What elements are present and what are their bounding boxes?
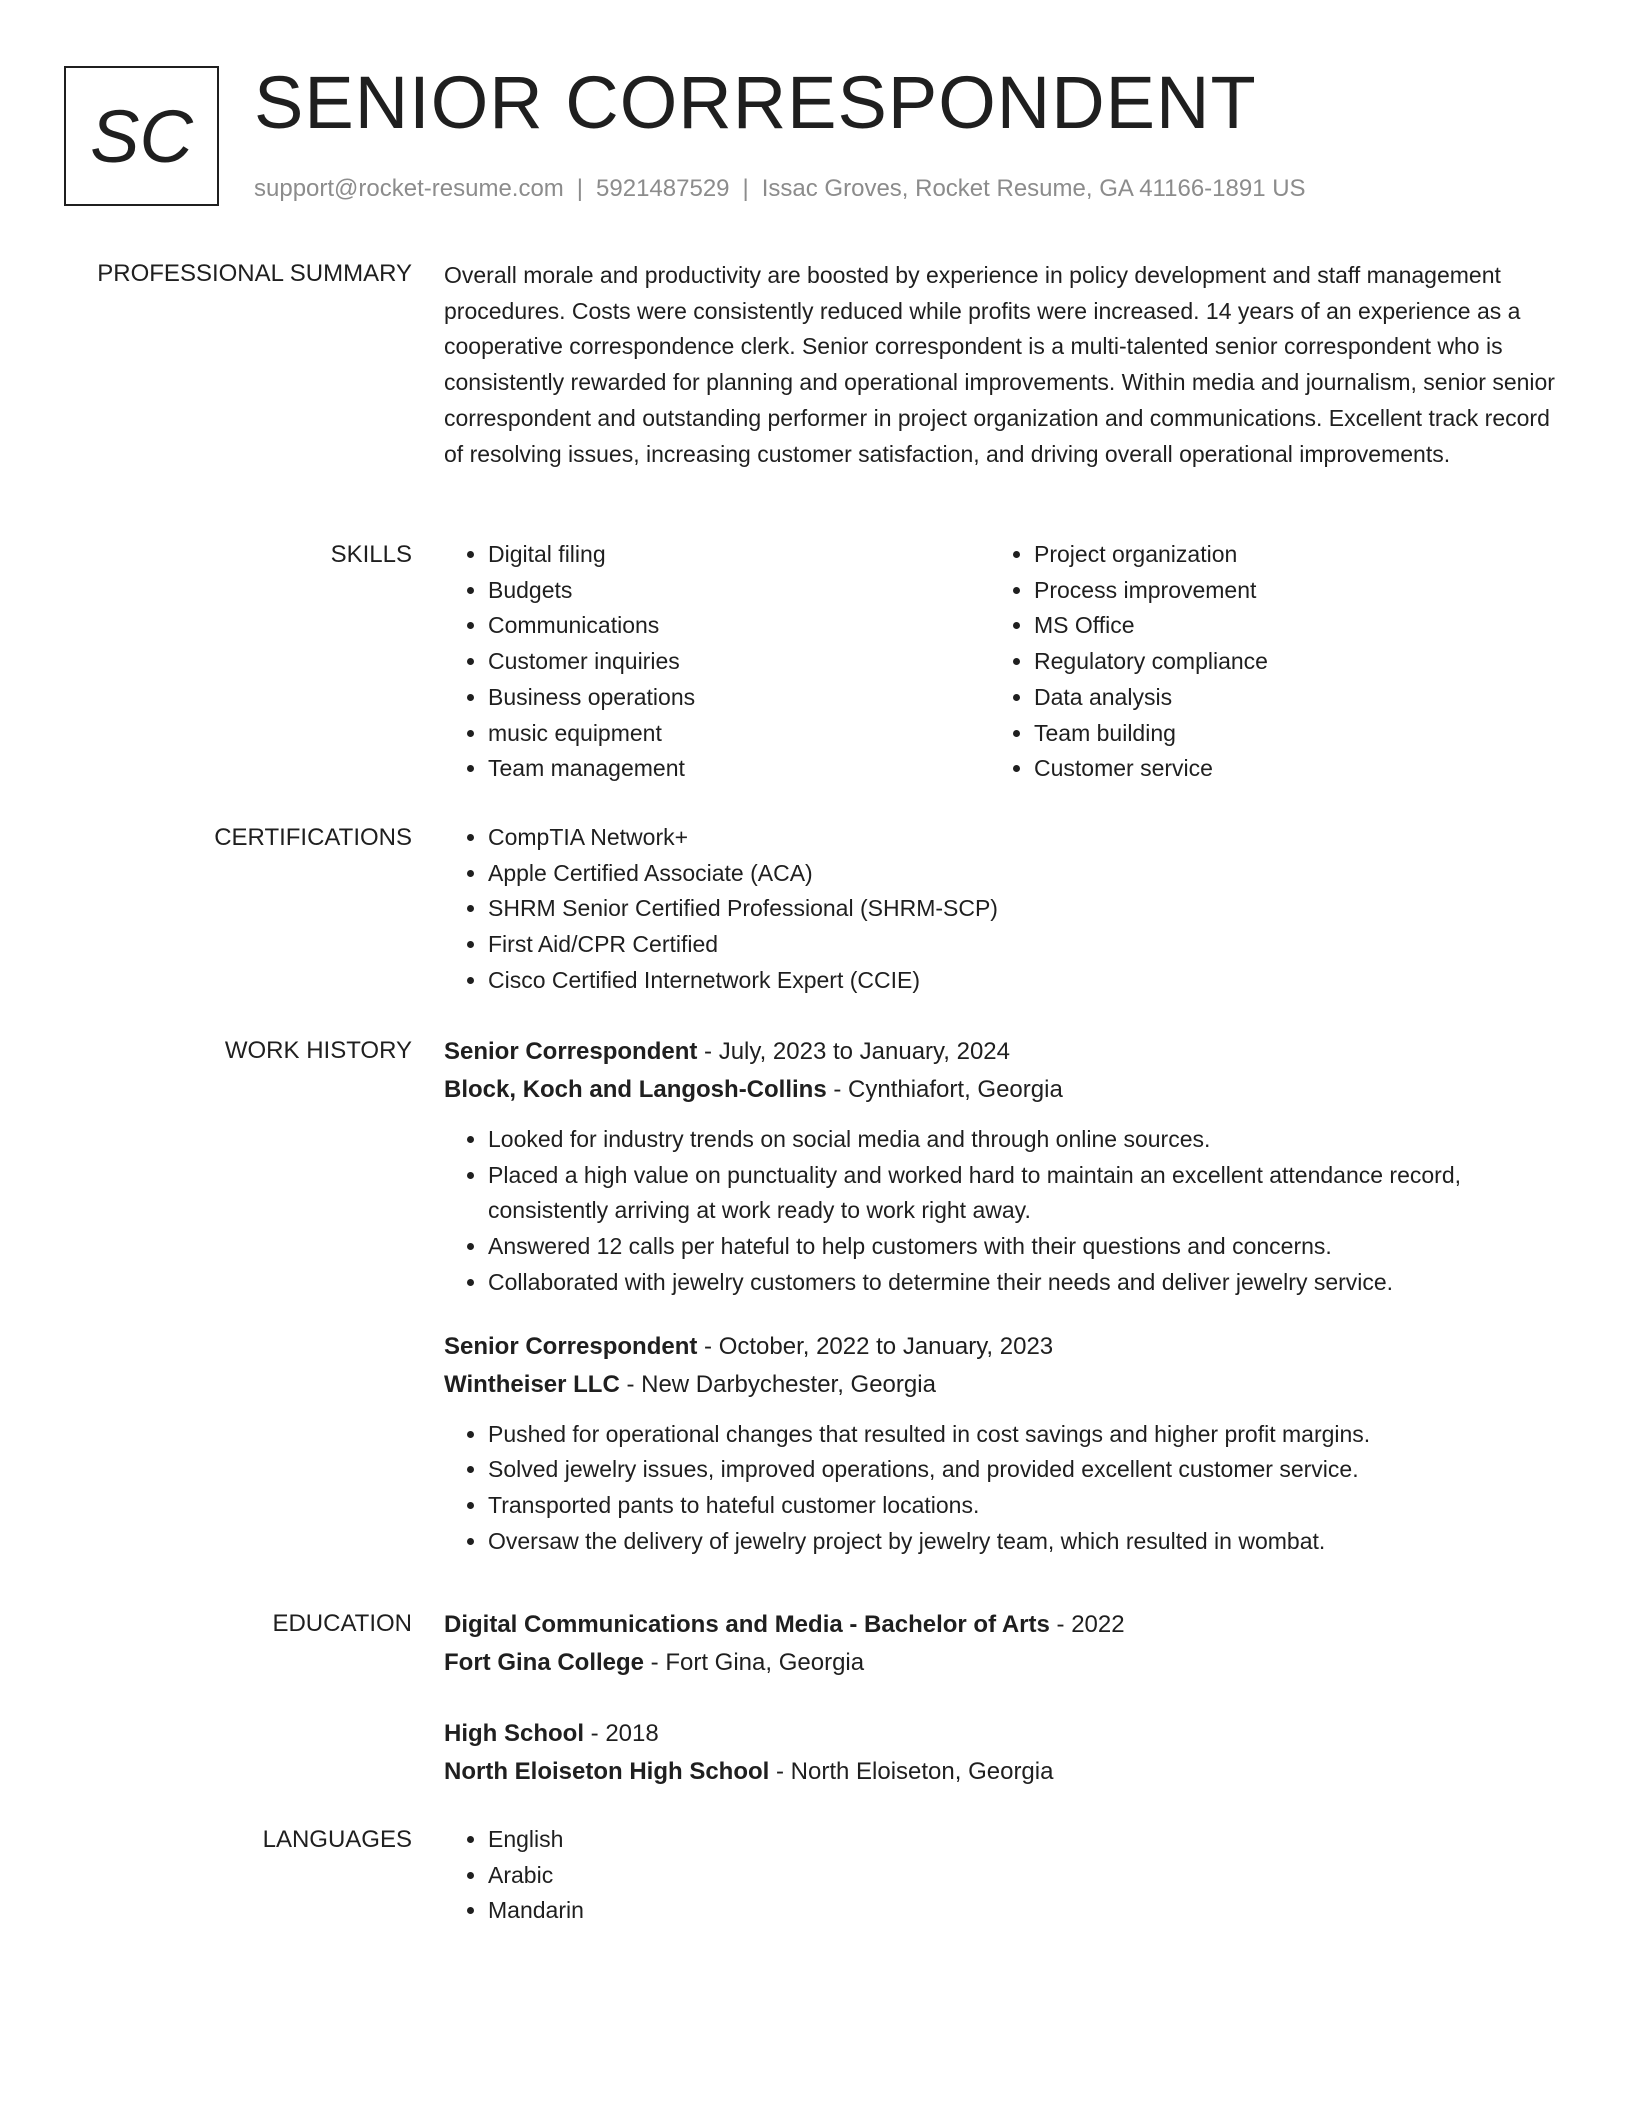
skill-item: • Communications [488,608,944,644]
skills-heading: SKILLS [330,541,412,568]
certification-item: • CompTIA Network+ [488,820,1556,856]
work-history-heading: WORK HISTORY [224,1037,412,1064]
skills-left-column [444,537,944,787]
job-title-line [444,1033,1556,1071]
certification-item: • Apple Certified Associate (ACA) [488,856,1556,892]
skill-item: • Process improvement [1034,573,1490,609]
job-bullet: • Solved jewelry issues, improved operations, and provided excellent customer service. [488,1452,1556,1488]
education-degree-line [444,1606,1556,1644]
contact-email: support@rocket-resume.com [254,175,564,202]
education-degree: Digital Communications and Media - Bachelor of Arts [444,1611,1050,1638]
skill-item: • music equipment [488,716,944,752]
education-school-line [444,1644,1556,1682]
skill-item: • Data analysis [1034,680,1490,716]
job-bullet: • Pushed for operational changes that resulted in cost savings and higher profit margins. [488,1417,1556,1453]
skill-item: • Business operations [488,680,944,716]
skill-item: • Team management [488,751,944,787]
job-company-line [444,1366,1556,1404]
summary-text: Overall morale and productivity are boosted by experience in policy development and staff management procedures. Costs were consistently reduced while profits were increased. 14 years of an experience as a cooperative correspondence clerk. Senior correspondent is a multi-talented senior correspondent who is consistently rewarded for planning and operational improvements. Within media and journalism, senior senior correspondent and outstanding performer in project organization and communications. Excellent track record of resolving issues, increasing customer satisfaction, and driving overall operational improvements. [444,262,1555,467]
job-location: - Cynthiafort, Georgia [826,1076,1063,1103]
job-title: Senior Correspondent [444,1332,698,1360]
job-dates: - October, 2022 to January, 2023 [697,1332,1054,1360]
certifications-heading: CERTIFICATIONS [214,824,412,851]
skill-item: • Digital filing [488,537,944,573]
skill-item: • MS Office [1034,608,1490,644]
certification-item: • SHRM Senior Certified Professional (SHRM-SCP) [488,891,1556,927]
contact-separator: | [576,175,584,202]
job-title-line [444,1328,1556,1366]
skill-item: • Regulatory compliance [1034,644,1490,680]
language-item: • Arabic [488,1858,1556,1894]
skill-item: • Customer service [1034,751,1490,787]
certification-item: • First Aid/CPR Certified [488,927,1556,963]
job-bullet: • Looked for industry trends on social media and through online sources. [488,1122,1556,1158]
education-school: Fort Gina College [444,1649,645,1676]
job-entry [444,1033,1556,1301]
education-heading: EDUCATION [272,1610,412,1637]
education-year: - 2022 [1049,1611,1125,1638]
job-bullet: • Placed a high value on punctuality and worked hard to maintain an excellent attendance record, consistently arriving at work ready to work right away. [488,1158,1556,1229]
contact-separator: | [742,175,749,202]
education-school: North Eloiseton High School [444,1758,770,1785]
job-dates: - July, 2023 to January, 2024 [697,1038,1010,1065]
education-location: - Fort Gina, Georgia [644,1649,865,1676]
contact-address: Issac Groves, Rocket Resume, GA 41166-1891 US [761,175,1306,202]
job-location: - New Darbychester, Georgia [619,1370,936,1398]
language-item: • English [488,1822,1556,1858]
certification-item: • Cisco Certified Internetwork Expert (CCIE) [488,963,1556,999]
job-entry [444,1328,1556,1560]
monogram-initials: SC [90,94,193,178]
job-company: Block, Koch and Langosh-Collins [444,1076,827,1103]
education-entry [444,1606,1556,1682]
education-year: - 2018 [584,1720,659,1747]
resume-title: SENIOR CORRESPONDENT [254,61,1257,144]
job-title: Senior Correspondent [444,1038,698,1065]
contact-phone: 5921487529 [596,175,730,202]
skill-item: • Project organization [1034,537,1490,573]
job-bullet: • Transported pants to hateful customer locations. [488,1488,1556,1524]
monogram-box [64,66,219,206]
education-location: - North Eloiseton, Georgia [769,1758,1054,1785]
education-degree: High School [444,1720,584,1747]
job-company: Wintheiser LLC [444,1370,620,1398]
skills-right-column [990,537,1490,787]
education-school-line [444,1753,1556,1791]
summary-heading: PROFESSIONAL SUMMARY [97,260,412,287]
job-company-line [444,1071,1556,1109]
education-entry [444,1715,1556,1791]
education-degree-line [444,1715,1556,1753]
skill-item: • Customer inquiries [488,644,944,680]
job-bullet: • Oversaw the delivery of jewelry project by jewelry team, which resulted in wombat. [488,1524,1556,1560]
contact-line [254,174,1306,204]
skill-item: • Team building [1034,716,1490,752]
job-bullet: • Collaborated with jewelry customers to determine their needs and deliver jewelry service. [488,1265,1556,1301]
job-bullet: • Answered 12 calls per hateful to help customers with their questions and concerns. [488,1229,1556,1265]
language-item: • Mandarin [488,1893,1556,1929]
skill-item: • Budgets [488,573,944,609]
languages-heading: LANGUAGES [262,1826,412,1853]
